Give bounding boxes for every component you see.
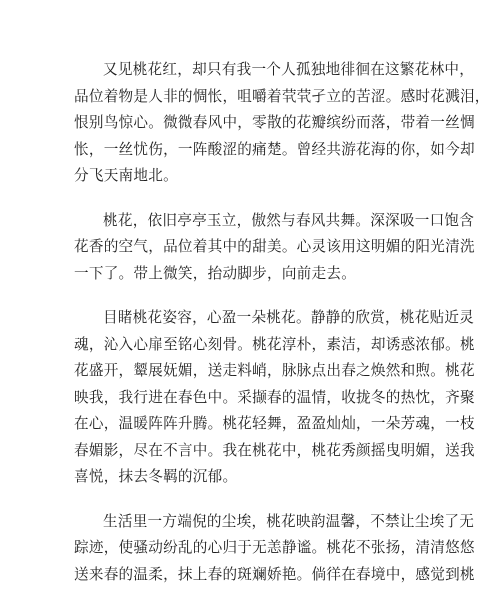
text-line: 送来春的温柔，抹上春的斑斓娇艳。倘徉在春境中，感觉到桃 (74, 565, 475, 583)
text-line: 映我，我行进在春色中。采撷春的温情，收拢冬的热忱，齐聚 (74, 388, 475, 406)
text-line: 目睹桃花姿容，心盈一朵桃花。静静的欣赏，桃花贴近灵 (103, 309, 475, 326)
paragraph-3 (74, 305, 475, 491)
text-line: 一下了。带上微笑，抬动脚步，向前走去。 (74, 264, 357, 282)
text-line: 魂，沁入心扉至铭心刻骨。桃花淳朴，素洁，却诱惑浓郁。桃 (74, 335, 475, 353)
document-body (74, 57, 490, 606)
text-line: 品位着物是人非的惆怅，咀嚼着茕茕孑立的苦涩。感时花溅泪， (74, 87, 490, 105)
text-line: 生活里一方端倪的尘埃，桃花映韵温馨，不禁让尘埃了无 (103, 512, 475, 530)
text-line: 在心，温暖阵阵升腾。桃花轻舞，盈盈灿灿，一朵芳魂，一枝 (74, 415, 475, 432)
text-line: 喜悦，抹去冬羁的沉郁。 (74, 468, 238, 485)
text-line: 花香的空气，品位着其中的甜美。心灵该用这明媚的阳光清洗 (74, 238, 475, 255)
text-line: 又见桃花红，却只有我一个人孤独地徘徊在这繁花林中， (103, 61, 475, 78)
text-line: 恨别鸟惊心。微微春风中，零散的花瓣缤纷而落，带着一丝惆 (74, 114, 475, 131)
text-line: 春媚影，尽在不言中。我在桃花中，桃花秀颜摇曳明媚，送我 (74, 441, 475, 459)
text-line: 花盛开，颦展妩媚，送走料峭，脉脉点出春之焕然和煦。桃花 (74, 362, 475, 379)
paragraph-2 (74, 208, 475, 288)
text-line: 桃花，依旧亭亭玉立，傲然与春风共舞。深深吸一口饱含 (103, 211, 475, 229)
text-line: 踪迹，使骚动纷乱的心归于无恙静谧。桃花不张扬，清清悠悠 (74, 539, 475, 556)
text-line: 分飞天南地北。 (74, 167, 178, 184)
paragraph-1 (74, 57, 490, 190)
text-line: 怅，一丝忧伤，一阵酸涩的痛楚。曾经共游花海的你，如今却 (74, 140, 475, 158)
paragraph-4 (74, 509, 475, 589)
